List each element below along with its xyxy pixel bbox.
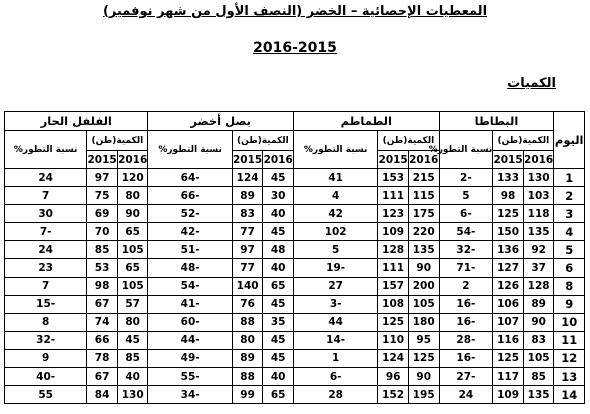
quantity-2015-cell: 111 xyxy=(378,187,409,205)
quantity-2015-cell: 106 xyxy=(493,295,524,313)
quantity-header: الكمية(طن) xyxy=(232,131,293,151)
growth-percent-cell: -7 xyxy=(5,223,87,241)
growth-percent-cell: -16 xyxy=(439,295,493,313)
table-row xyxy=(5,368,585,386)
quantity-2015-cell: 110 xyxy=(378,331,409,349)
header-row-measures xyxy=(5,131,585,151)
year-header: 2015 xyxy=(232,151,263,169)
product-header: الفلفل الحار xyxy=(5,112,148,131)
growth-percent-cell: -60 xyxy=(148,313,232,331)
quantity-2016-cell: 92 xyxy=(523,241,554,259)
quantity-2016-cell: 95 xyxy=(408,331,439,349)
growth-percent-cell: 5 xyxy=(293,241,377,259)
quantity-2015-cell: 75 xyxy=(87,187,118,205)
growth-percent-cell: -6 xyxy=(293,368,377,386)
year-header: 2016 xyxy=(117,151,148,169)
quantity-2015-cell: 98 xyxy=(87,277,118,295)
growth-percent-cell: -71 xyxy=(439,259,493,277)
quantity-2015-cell: 89 xyxy=(232,349,263,367)
product-header: الطماطم xyxy=(293,112,439,131)
day-cell: 12 xyxy=(554,349,585,367)
day-cell: 9 xyxy=(554,295,585,313)
quantity-2016-cell: 40 xyxy=(117,368,148,386)
quantity-2016-cell: 45 xyxy=(263,295,294,313)
quantity-2015-cell: 127 xyxy=(493,259,524,277)
header-row-products xyxy=(5,112,585,131)
quantity-2015-cell: 97 xyxy=(87,169,118,187)
growth-percent-cell: 24 xyxy=(5,169,87,187)
quantity-2015-cell: 128 xyxy=(378,241,409,259)
quantity-2015-cell: 157 xyxy=(378,277,409,295)
day-header: اليوم xyxy=(554,112,585,169)
growth-percent-cell: -32 xyxy=(439,241,493,259)
quantity-2016-cell: 90 xyxy=(117,205,148,223)
growth-percent-cell: -51 xyxy=(148,241,232,259)
quantity-2015-cell: 107 xyxy=(493,313,524,331)
quantity-2015-cell: 80 xyxy=(232,331,263,349)
quantity-2016-cell: 45 xyxy=(263,349,294,367)
quantity-2015-cell: 109 xyxy=(378,223,409,241)
quantity-2015-cell: 69 xyxy=(87,205,118,223)
growth-percent-cell: 4 xyxy=(293,187,377,205)
quantity-2016-cell: 65 xyxy=(117,223,148,241)
growth-percent-cell: -6 xyxy=(439,205,493,223)
growth-percent-cell: -49 xyxy=(148,349,232,367)
quantity-2016-cell: 45 xyxy=(117,331,148,349)
quantity-2015-cell: 99 xyxy=(232,386,263,404)
growth-percent-cell: -52 xyxy=(148,205,232,223)
quantity-2015-cell: 89 xyxy=(232,187,263,205)
quantity-2016-cell: 130 xyxy=(117,386,148,404)
day-cell: 2 xyxy=(554,187,585,205)
day-cell: 3 xyxy=(554,205,585,223)
quantity-2016-cell: 135 xyxy=(408,241,439,259)
quantity-2015-cell: 133 xyxy=(493,169,524,187)
quantity-2015-cell: 88 xyxy=(232,368,263,386)
quantity-2015-cell: 136 xyxy=(493,241,524,259)
quantity-2016-cell: 125 xyxy=(408,349,439,367)
growth-percent-cell: -41 xyxy=(148,295,232,313)
day-cell: 4 xyxy=(554,223,585,241)
growth-percent-cell: -55 xyxy=(148,368,232,386)
quantity-2016-cell: 118 xyxy=(523,205,554,223)
year-header: 2016 xyxy=(523,151,554,169)
quantity-2015-cell: 66 xyxy=(87,331,118,349)
table-row xyxy=(5,386,585,404)
product-header: البطاطا xyxy=(439,112,554,131)
quantity-2015-cell: 85 xyxy=(87,241,118,259)
quantity-2016-cell: 105 xyxy=(117,241,148,259)
growth-percent-cell: 24 xyxy=(439,386,493,404)
growth-percent-cell: -15 xyxy=(5,295,87,313)
growth-percent-cell: 7 xyxy=(5,277,87,295)
growth-percent-cell: -32 xyxy=(5,331,87,349)
growth-percent-cell: -66 xyxy=(148,187,232,205)
quantity-2015-cell: 126 xyxy=(493,277,524,295)
quantity-2015-cell: 77 xyxy=(232,223,263,241)
growth-percent-cell: 8 xyxy=(5,313,87,331)
quantity-2016-cell: 135 xyxy=(523,223,554,241)
growth-header: نسبة التطور% xyxy=(439,131,493,169)
table-row xyxy=(5,205,585,223)
quantity-2015-cell: 125 xyxy=(493,205,524,223)
growth-percent-cell: -44 xyxy=(148,331,232,349)
quantity-2016-cell: 30 xyxy=(263,187,294,205)
quantity-2015-cell: 67 xyxy=(87,368,118,386)
quantity-2016-cell: 130 xyxy=(523,169,554,187)
quantity-2015-cell: 111 xyxy=(378,259,409,277)
quantity-2015-cell: 84 xyxy=(87,386,118,404)
table-row xyxy=(5,223,585,241)
growth-percent-cell: -34 xyxy=(148,386,232,404)
table-row xyxy=(5,187,585,205)
quantity-2015-cell: 74 xyxy=(87,313,118,331)
growth-percent-cell: -27 xyxy=(439,368,493,386)
quantity-2016-cell: 80 xyxy=(117,313,148,331)
growth-header: نسبة التطور% xyxy=(293,131,377,169)
growth-percent-cell: -3 xyxy=(293,295,377,313)
year-header: 2016 xyxy=(263,151,294,169)
growth-percent-cell: 42 xyxy=(293,205,377,223)
day-cell: 13 xyxy=(554,368,585,386)
year-header: 2015 xyxy=(378,151,409,169)
quantity-2015-cell: 125 xyxy=(493,349,524,367)
table-row xyxy=(5,349,585,367)
quantity-2016-cell: 35 xyxy=(263,313,294,331)
growth-percent-cell: -54 xyxy=(148,277,232,295)
growth-percent-cell: -64 xyxy=(148,169,232,187)
growth-header: نسبة التطور% xyxy=(5,131,87,169)
table-row xyxy=(5,241,585,259)
quantity-2016-cell: 65 xyxy=(263,277,294,295)
quantity-2016-cell: 90 xyxy=(523,313,554,331)
growth-percent-cell: 7 xyxy=(5,187,87,205)
quantity-2016-cell: 57 xyxy=(117,295,148,313)
growth-percent-cell: 2 xyxy=(439,277,493,295)
quantity-2015-cell: 83 xyxy=(232,205,263,223)
table-row xyxy=(5,313,585,331)
quantity-2016-cell: 215 xyxy=(408,169,439,187)
growth-percent-cell: 1 xyxy=(293,349,377,367)
quantity-2016-cell: 115 xyxy=(408,187,439,205)
quantity-2016-cell: 40 xyxy=(263,205,294,223)
table-row xyxy=(5,169,585,187)
quantity-2016-cell: 180 xyxy=(408,313,439,331)
growth-percent-cell: -48 xyxy=(148,259,232,277)
quantity-2015-cell: 98 xyxy=(493,187,524,205)
quantity-2016-cell: 40 xyxy=(263,368,294,386)
quantity-2016-cell: 175 xyxy=(408,205,439,223)
quantity-2016-cell: 65 xyxy=(117,259,148,277)
growth-percent-cell: -54 xyxy=(439,223,493,241)
quantity-2016-cell: 45 xyxy=(263,169,294,187)
growth-percent-cell: -40 xyxy=(5,368,87,386)
quantity-2016-cell: 45 xyxy=(263,223,294,241)
year-header: 2015 xyxy=(87,151,118,169)
quantity-2015-cell: 77 xyxy=(232,259,263,277)
quantity-2015-cell: 88 xyxy=(232,313,263,331)
day-cell: 6 xyxy=(554,259,585,277)
quantity-2015-cell: 97 xyxy=(232,241,263,259)
growth-percent-cell: 55 xyxy=(5,386,87,404)
quantity-2016-cell: 65 xyxy=(263,386,294,404)
growth-percent-cell: 41 xyxy=(293,169,377,187)
table-row xyxy=(5,259,585,277)
growth-percent-cell: 44 xyxy=(293,313,377,331)
growth-header: نسبة التطور% xyxy=(148,131,232,169)
growth-percent-cell: 24 xyxy=(5,241,87,259)
quantity-2016-cell: 105 xyxy=(408,295,439,313)
day-cell: 5 xyxy=(554,241,585,259)
quantity-2016-cell: 103 xyxy=(523,187,554,205)
quantity-2016-cell: 45 xyxy=(263,331,294,349)
quantity-header: الكمية(طن) xyxy=(493,131,554,151)
quantity-2015-cell: 125 xyxy=(378,313,409,331)
quantity-2016-cell: 85 xyxy=(523,368,554,386)
quantity-2016-cell: 85 xyxy=(117,349,148,367)
quantity-2015-cell: 78 xyxy=(87,349,118,367)
growth-percent-cell: 27 xyxy=(293,277,377,295)
day-cell: 11 xyxy=(554,331,585,349)
quantity-2016-cell: 48 xyxy=(263,241,294,259)
quantity-2016-cell: 83 xyxy=(523,331,554,349)
table-row xyxy=(5,331,585,349)
quantity-2015-cell: 109 xyxy=(493,386,524,404)
quantity-2016-cell: 80 xyxy=(117,187,148,205)
page-title: المعطيات الإحصائية – الخضر (النصف الأول من شهر نوفمير) xyxy=(102,4,488,19)
quantity-2016-cell: 128 xyxy=(523,277,554,295)
growth-percent-cell: 28 xyxy=(293,386,377,404)
growth-percent-cell: 102 xyxy=(293,223,377,241)
quantity-2015-cell: 123 xyxy=(378,205,409,223)
quantity-2015-cell: 152 xyxy=(378,386,409,404)
quantity-2016-cell: 120 xyxy=(117,169,148,187)
quantity-2016-cell: 195 xyxy=(408,386,439,404)
growth-percent-cell: 23 xyxy=(5,259,87,277)
quantity-2015-cell: 70 xyxy=(87,223,118,241)
product-header: بصل أخضر xyxy=(148,112,294,131)
year-header: 2016 xyxy=(408,151,439,169)
quantity-2016-cell: 105 xyxy=(117,277,148,295)
day-cell: 1 xyxy=(554,169,585,187)
quantity-2015-cell: 150 xyxy=(493,223,524,241)
table-row xyxy=(5,277,585,295)
growth-percent-cell: -28 xyxy=(439,331,493,349)
quantity-2015-cell: 153 xyxy=(378,169,409,187)
quantity-2015-cell: 53 xyxy=(87,259,118,277)
growth-percent-cell: -16 xyxy=(439,349,493,367)
growth-percent-cell: -2 xyxy=(439,169,493,187)
growth-percent-cell: 5 xyxy=(439,187,493,205)
quantity-header: الكمية(طن) xyxy=(378,131,439,151)
day-cell: 8 xyxy=(554,277,585,295)
quantity-2015-cell: 108 xyxy=(378,295,409,313)
quantity-2016-cell: 90 xyxy=(408,368,439,386)
growth-percent-cell: -19 xyxy=(293,259,377,277)
growth-percent-cell: 30 xyxy=(5,205,87,223)
section-heading: الكميات xyxy=(507,76,556,91)
growth-percent-cell: -42 xyxy=(148,223,232,241)
quantity-header: الكمية(طن) xyxy=(87,131,148,151)
quantity-2015-cell: 76 xyxy=(232,295,263,313)
growth-percent-cell: 9 xyxy=(5,349,87,367)
table-row xyxy=(5,295,585,313)
vegetables-quantities-table xyxy=(4,111,585,404)
quantity-2015-cell: 117 xyxy=(493,368,524,386)
day-cell: 14 xyxy=(554,386,585,404)
growth-percent-cell: -14 xyxy=(293,331,377,349)
quantity-2015-cell: 140 xyxy=(232,277,263,295)
quantity-2016-cell: 200 xyxy=(408,277,439,295)
quantity-2016-cell: 105 xyxy=(523,349,554,367)
quantity-2016-cell: 37 xyxy=(523,259,554,277)
quantity-2016-cell: 89 xyxy=(523,295,554,313)
quantity-2016-cell: 90 xyxy=(408,259,439,277)
year-header: 2015 xyxy=(493,151,524,169)
day-cell: 10 xyxy=(554,313,585,331)
quantity-2015-cell: 67 xyxy=(87,295,118,313)
quantity-2016-cell: 220 xyxy=(408,223,439,241)
growth-percent-cell: -16 xyxy=(439,313,493,331)
quantity-2015-cell: 96 xyxy=(378,368,409,386)
quantity-2016-cell: 40 xyxy=(263,259,294,277)
quantity-2016-cell: 135 xyxy=(523,386,554,404)
season-heading: 2016-2015 xyxy=(253,40,337,56)
quantity-2015-cell: 116 xyxy=(493,331,524,349)
quantity-2015-cell: 124 xyxy=(378,349,409,367)
quantity-2015-cell: 124 xyxy=(232,169,263,187)
